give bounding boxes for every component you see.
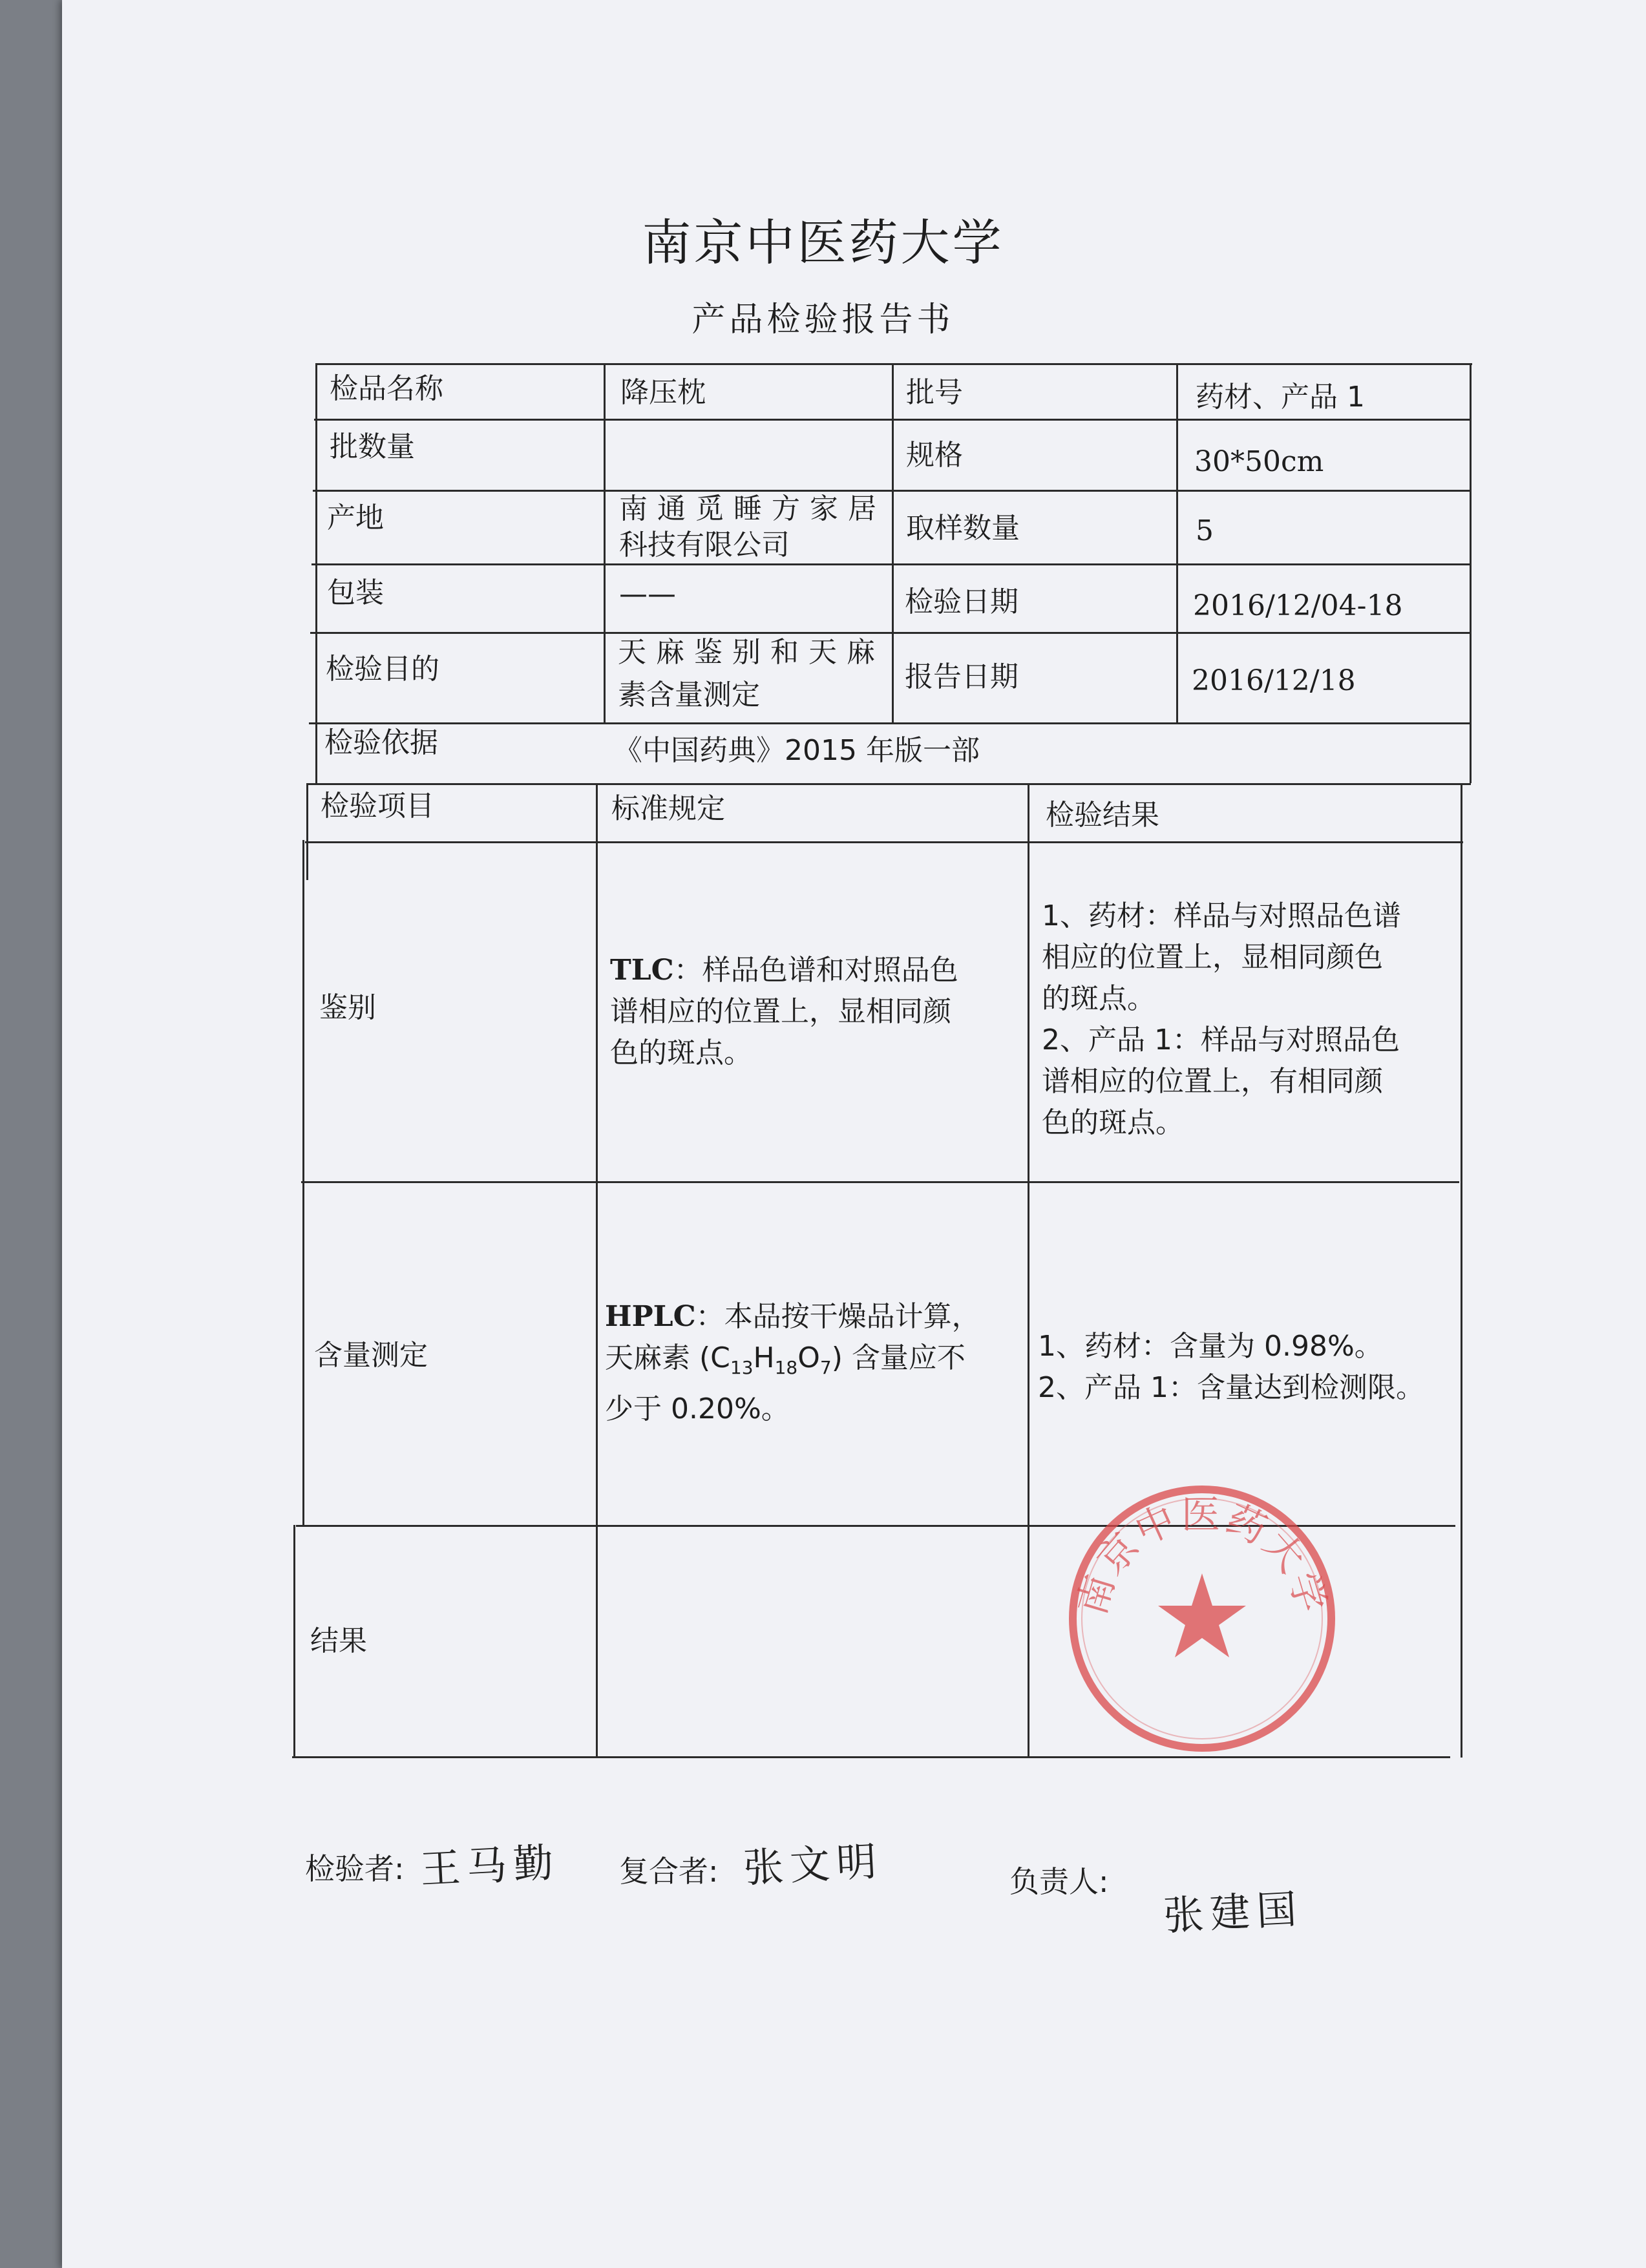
seal-text: 南京中医药大学 — [1069, 1493, 1335, 1621]
reviewer-label: 复合者: — [619, 1854, 719, 1889]
purpose-label: 检验目的 — [326, 653, 439, 686]
responsible-label: 负责人: — [1009, 1864, 1109, 1899]
tlc-method: TLC — [610, 954, 674, 987]
institution-title: 南京中医药大学 — [642, 214, 1004, 271]
purpose-value-line2: 素含量测定 — [618, 678, 760, 711]
identification-label: 鉴别 — [319, 991, 376, 1024]
spec-value: 30*50cm — [1194, 445, 1324, 478]
sample-qty-value: 5 — [1196, 514, 1214, 547]
hplc-method: HPLC — [605, 1300, 696, 1333]
packaging-label: 包装 — [327, 576, 384, 609]
report-title: 产品检验报告书 — [691, 300, 955, 339]
col-result-header: 检验结果 — [1046, 799, 1159, 832]
identification-result: 1、药材：样品与对照品色谱 相应的位置上，显相同颜色 的斑点。 2、产品 1：样品与对照品色 谱相应的位置上，有相同颜 色的斑点。 — [1042, 899, 1401, 1139]
inspector-label: 检验者: — [305, 1851, 405, 1886]
product-name-label: 检品名称 — [330, 372, 443, 405]
assay-standard: HPLC：本品按干燥品计算， 天麻素 $(C_{13}H_{18}O_7)$ 含量应不 少于 0.20%。 — [605, 1300, 980, 1425]
official-seal — [1060, 1476, 1344, 1761]
origin-label: 产地 — [327, 501, 384, 534]
basis-value: 《中国药典》2015 年版一部 — [614, 734, 980, 767]
star-icon — [1158, 1573, 1246, 1657]
reviewer-signature: 张文明 — [742, 1837, 885, 1892]
packaging-value: —— — [619, 578, 676, 611]
responsible-signature: 张建国 — [1162, 1885, 1305, 1940]
report-date-value: 2016/12/18 — [1192, 664, 1356, 697]
report-date-label: 报告日期 — [905, 660, 1018, 693]
assay-label: 含量测定 — [314, 1339, 428, 1372]
col-item-header: 检验项目 — [321, 790, 434, 823]
origin-value-line2: 科技有限公司 — [619, 529, 790, 562]
origin-value-line1: 南通觅睡方家居 — [619, 492, 876, 525]
assay-result: 1、药材：含量为 0.98%。 2、产品 1：含量达到检测限。 — [1038, 1330, 1424, 1404]
test-date-value: 2016/12/04-18 — [1193, 589, 1403, 622]
purpose-value-line1: 天麻鉴别和天麻 — [618, 636, 875, 669]
product-name-value: 降压枕 — [620, 376, 706, 409]
basis-label: 检验依据 — [324, 726, 438, 759]
batch-qty-label: 批数量 — [330, 430, 415, 463]
batch-no-value: 药材、产品 1 — [1196, 381, 1365, 414]
test-date-label: 检验日期 — [905, 585, 1018, 618]
col-standard-header: 标准规定 — [611, 792, 725, 825]
batch-no-label: 批号 — [906, 376, 963, 409]
conclusion-label: 结果 — [310, 1624, 367, 1657]
inspector-signature: 王马勤 — [419, 1838, 562, 1893]
identification-standard: TLC：样品色谱和对照品色 谱相应的位置上，显相同颜 色的斑点。 — [610, 954, 958, 1069]
spec-label: 规格 — [906, 439, 963, 472]
sample-qty-label: 取样数量 — [906, 512, 1020, 545]
